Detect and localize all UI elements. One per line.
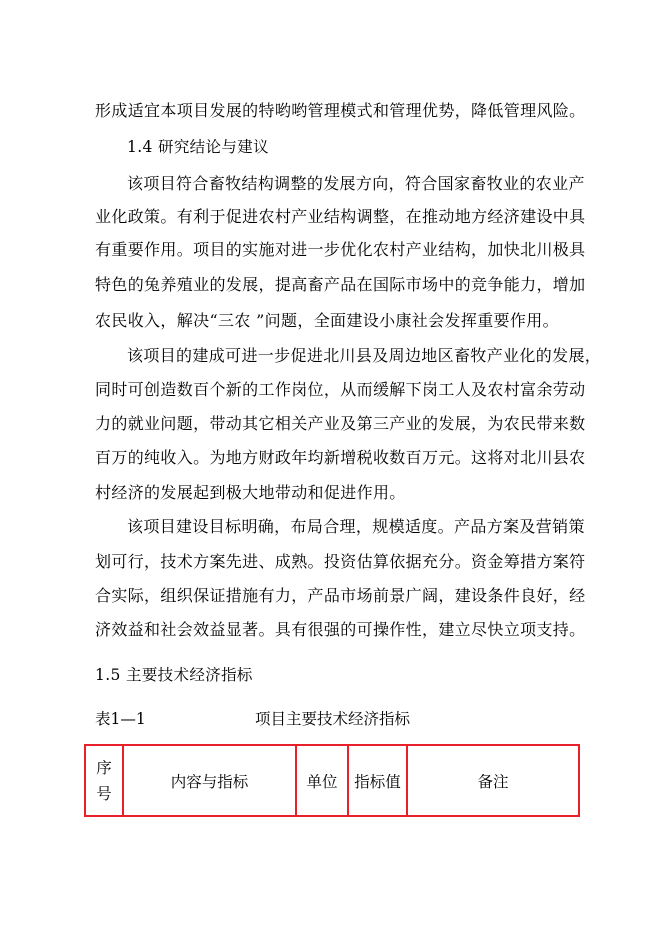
paragraph-line-13: 该项目建设目标明确，布局合理，规模适度。产品方案及营销策 [127, 517, 585, 536]
header-remark-cell: 备注 [407, 745, 579, 816]
header-seq-line-2: 号 [96, 784, 112, 803]
paragraph-line-9: 同时可创造数百个新的工作岗位，从而缓解下岗工人及农村富余劳动 [95, 380, 586, 399]
paragraph-line-10: 力的就业问题，带动其它相关产业及第三产业的发展，为农民带来数 [95, 414, 586, 433]
technical-indicators-table [84, 744, 580, 817]
paragraph-line-1: 形成适宜本项目发展的特哟哟管理模式和管理优势，降低管理风险。 [95, 101, 586, 120]
section-heading-1-5: 1.5 主要技术经济指标 [95, 666, 253, 684]
header-seq-cell [85, 745, 123, 816]
header-seq-line-1: 序 [96, 758, 112, 777]
header-value-cell: 指标值 [348, 745, 407, 816]
paragraph-line-4: 业化政策。有利于促进农村产业结构调整，在推动地方经济建设中具 [95, 207, 586, 226]
paragraph-line-12: 村经济的发展起到极大地带动和促进作用。 [95, 483, 406, 502]
paragraph-line-14: 划可行，技术方案先进、成熟。投资估算依据充分。资金筹措方案符 [95, 552, 586, 571]
paragraph-line-3: 该项目符合畜牧结构调整的发展方向，符合国家畜牧业的农业产 [127, 174, 585, 193]
paragraph-line-5: 有重要作用。项目的实施对进一步优化农村产业结构，加快北川极具 [95, 240, 586, 259]
table-header-row [85, 745, 579, 816]
paragraph-line-6: 特色的兔养殖业的发展，提高畜产品在国际市场中的竞争能力，增加 [95, 275, 586, 294]
header-unit-cell: 单位 [296, 745, 348, 816]
section-heading-1-4: 1.4 研究结论与建议 [127, 138, 269, 156]
paragraph-line-15: 合实际，组织保证措施有力，产品市场前景广阔，建设条件良好，经 [95, 586, 586, 605]
header-content-cell: 内容与指标 [123, 745, 296, 816]
paragraph-line-7: 农民收入，解决“三农 ”问题，全面建设小康社会发挥重要作用。 [95, 311, 559, 330]
paragraph-line-11: 百万的纯收入。为地方财政年均新增税收数百万元。这将对北川县农 [95, 448, 586, 467]
table-title: 项目主要技术经济指标 [255, 710, 411, 728]
table-number-label: 表1—1 [95, 710, 146, 728]
paragraph-line-16: 济效益和社会效益显著。具有很强的可操作性，建立尽快立项支持。 [95, 620, 586, 639]
paragraph-line-8: 该项目的建成可进一步促进北川县及周边地区畜牧产业化的发展， [127, 346, 602, 365]
